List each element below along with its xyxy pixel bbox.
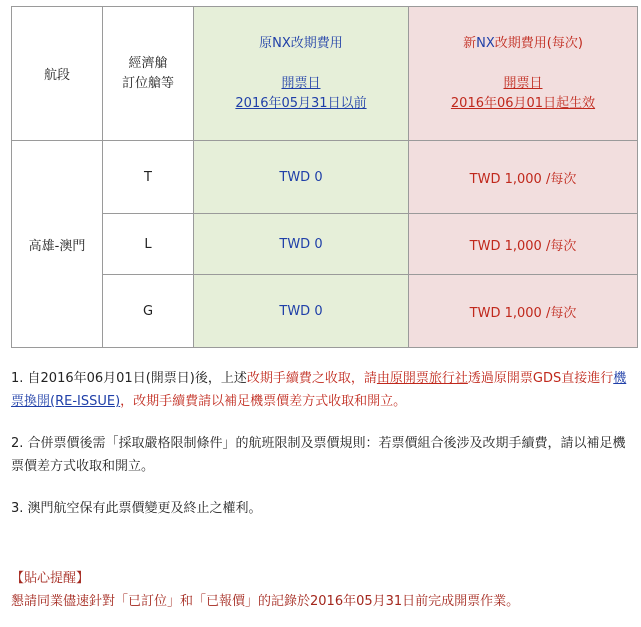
table-row — [12, 141, 638, 214]
table-row — [12, 275, 638, 348]
new-fee-title: 新NX改期費用(每次) — [463, 35, 583, 51]
new-issue-date: 2016年06月01日起生效 — [450, 95, 596, 111]
reissue-link[interactable]: 機票換開(RE-ISSUE) — [11, 371, 627, 409]
note-3: 3. 澳門航空保有此票價變更及終止之權利。 — [11, 501, 262, 516]
class-cell: L — [103, 214, 194, 275]
note-2: 2. 合併票價後需「採取嚴格限制條件」的航班限制及票價規則：若票價組合後涉及改期手續費，請以補足機票價差方式收取和開立。 — [11, 436, 626, 474]
header-class: 經濟艙 訂位艙等 — [103, 7, 194, 141]
old-fee-cell: TWD 0 — [194, 214, 409, 275]
table-header-row — [12, 7, 638, 141]
old-fee-cell: TWD 0 — [194, 141, 409, 214]
header-segment: 航段 — [12, 7, 103, 141]
new-fee-cell: TWD 1,000 /每次 — [409, 141, 638, 214]
reminder-title: 【貼心提醒】 — [11, 571, 90, 586]
table-row — [12, 214, 638, 275]
class-cell: T — [103, 141, 194, 214]
old-fee-cell: TWD 0 — [194, 275, 409, 348]
note-1: 1. 自2016年06月01日(開票日)後，上述改期手續費之收取，請由原開票旅行社透過原開票GDS直接進行機票換開(RE-ISSUE)，改期手續費請以補足機票價差方式收取和開立。 — [11, 371, 627, 409]
header-old-fee — [194, 7, 409, 141]
notes-section — [11, 367, 631, 613]
old-issue-date: 2016年05月31日以前 — [235, 95, 367, 111]
header-new-fee — [409, 7, 638, 141]
route-cell: 高雄-澳門 — [12, 141, 103, 348]
old-fee-title: 原NX改期費用 — [259, 35, 343, 51]
reminder-text: 懇請同業儘速針對「已訂位」和「已報價」的記錄於2016年05月31日前完成開票作業。 — [11, 594, 520, 609]
new-fee-cell: TWD 1,000 /每次 — [409, 275, 638, 348]
fee-table — [11, 6, 638, 348]
new-fee-cell: TWD 1,000 /每次 — [409, 214, 638, 275]
new-issue-label: 開票日 — [503, 75, 543, 91]
class-cell: G — [103, 275, 194, 348]
old-issue-label: 開票日 — [281, 75, 321, 91]
